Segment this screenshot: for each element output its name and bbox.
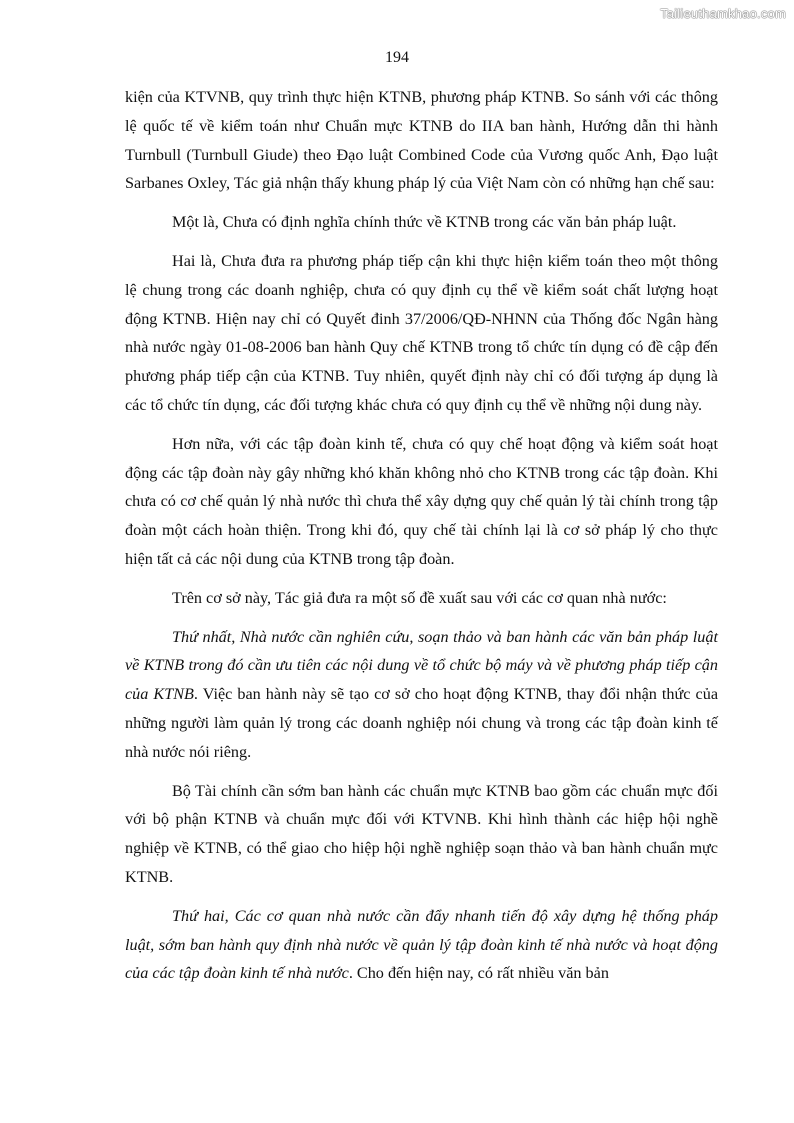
paragraph-intro: kiện của KTVNB, quy trình thực hiện KTNB, phương pháp KTNB. So sánh với các thông lệ quốc tế về kiểm toán như Chuẩn mực KTNB do IIA ban hành, Hướng dẫn thi hành Turnbull (Turnbull Giude) theo Đạo luật Combined Code của Vương quốc Anh, Đạo luật Sarbanes Oxley, Tác giả nhận thấy khung pháp lý của Việt Nam còn có những hạn chế sau: (125, 88, 718, 193)
watermark-text: Tailieuthamkhao.com (660, 6, 786, 21)
page-number: 194 (385, 49, 409, 66)
document-body (125, 83, 718, 998)
paragraph-corporate-groups: Hơn nữa, với các tập đoàn kinh tế, chưa có quy chế hoạt động và kiểm soát hoạt động các tập đoàn này gây những khó khăn không nhỏ cho KTNB trong các tập đoàn. Khi chưa có cơ chế quản lý nhà nước thì chưa thể xây dựng quy chế quản lý tài chính trong tập đoàn một cách hoàn thiện. Trong khi đó, quy chế tài chính lại là cơ sở pháp lý cho thực hiện tất cả các nội dung của KTNB trong tập đoàn. (125, 434, 718, 568)
paragraph-proposal-one (125, 623, 718, 767)
paragraph-proposals-intro: Trên cơ sở này, Tác giả đưa ra một số đề xuất sau với các cơ quan nhà nước: (172, 588, 667, 607)
paragraph-second-limitation: Hai là, Chưa đưa ra phương pháp tiếp cận khi thực hiện kiểm toán theo một thông lệ chung trong các doanh nghiệp, chưa có quy định cụ thể về kiểm soát chất lượng hoạt động KTNB. Hiện nay chỉ có Quyết đinh 37/2006/QĐ-NHNN của Thống đốc Ngân hàng nhà nước ngày 01-08-2006 ban hành Quy chế KTNB trong tổ chức tín dụng có đề cập đến phương pháp tiếp cận của KTNB. Tuy nhiên, quyết định này chỉ có đối tượng áp dụng là các tổ chức tín dụng, các đối tượng khác chưa có quy định cụ thể về những nội dung này. (125, 251, 718, 414)
paragraph-ministry-finance: Bộ Tài chính cần sớm ban hành các chuẩn mực KTNB bao gồm các chuẩn mực đối với bộ phận KTNB và chuẩn mực đối với KTVNB. Khi hình thành các hiệp hội nghề nghiệp về KTNB, có thể giao cho hiệp hội nghề nghiệp soạn thảo và ban hành chuẩn mực KTNB. (125, 781, 718, 886)
proposal-two-body: . Cho đến hiện nay, có rất nhiều văn bản (348, 964, 609, 983)
proposal-one-body: . Việc ban hành này sẽ tạo cơ sở cho hoạt động KTNB, thay đổi nhận thức của những người làm quản lý trong các doanh nghiệp nói chung và trong các tập đoàn kinh tế nhà nước nói riêng. (125, 685, 718, 761)
paragraph-proposal-two (125, 902, 718, 988)
proposal-two-heading: Thứ hai, Các cơ quan nhà nước cần đẩy nhanh tiến độ xây dựng hệ thống pháp luật, sớm ban hành quy định nhà nước về quản lý tập đoàn kinh tế nhà nước và hoạt động của các tập đoàn kinh tế nhà nước (125, 906, 718, 983)
paragraph-first-limitation: Một là, Chưa có định nghĩa chính thức về KTNB trong các văn bản pháp luật. (172, 213, 677, 232)
proposal-one-heading: Thứ nhất, Nhà nước cần nghiên cứu, soạn thảo và ban hành các văn bản pháp luật về KTNB trong đó cần ưu tiên các nội dung về tổ chức bộ máy và về phương pháp tiếp cận của KTNB (125, 627, 718, 704)
